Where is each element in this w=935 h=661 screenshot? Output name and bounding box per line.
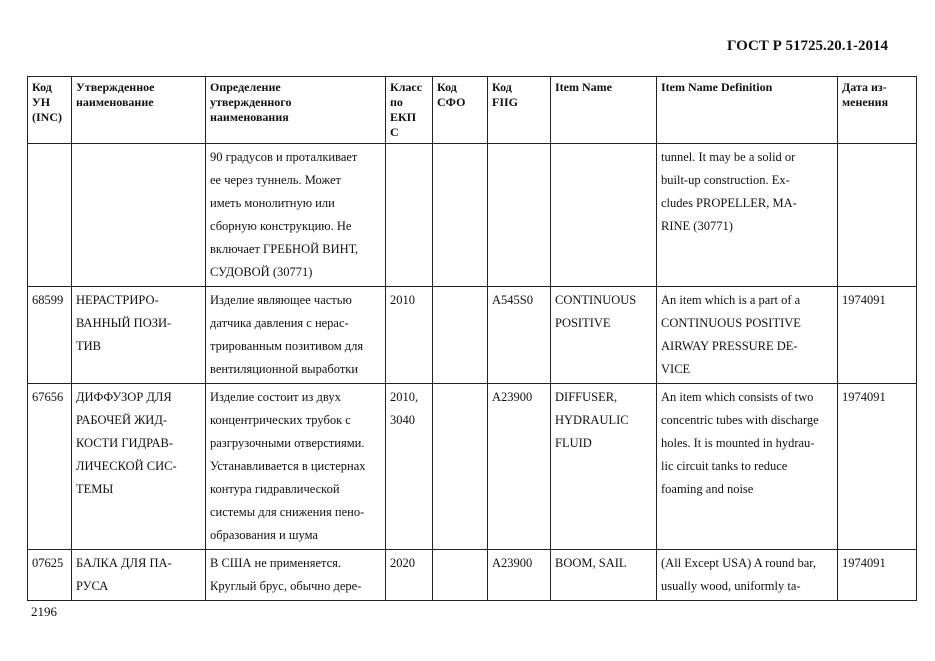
text-line: An item which is a part of a bbox=[661, 293, 801, 307]
text-line: Изделие состоит из двух bbox=[210, 390, 341, 404]
approved-name bbox=[72, 550, 206, 601]
approved-name bbox=[72, 144, 206, 287]
text-line: concentric tubes with discharge bbox=[661, 413, 819, 427]
text-line: Изделие являющее частью bbox=[210, 293, 352, 307]
text-line: foaming and noise bbox=[661, 482, 754, 496]
header-ekps-class bbox=[386, 77, 433, 144]
change-date: 1974091 bbox=[838, 550, 917, 601]
document-code: ГОСТ Р 51725.20.1-2014 bbox=[726, 38, 888, 54]
text-line: DIFFUSER, bbox=[555, 390, 618, 404]
text-line: ДИФФУЗОР ДЛЯ bbox=[76, 390, 172, 404]
table-row bbox=[28, 384, 917, 550]
approved-name bbox=[72, 287, 206, 384]
text-line: РУСА bbox=[76, 579, 109, 593]
text-line: КОСТИ ГИДРАВ- bbox=[76, 436, 173, 450]
header-line: Код bbox=[32, 80, 52, 94]
item-name bbox=[551, 144, 657, 287]
ekps-class bbox=[386, 384, 433, 550]
header-line: Item Name bbox=[555, 80, 612, 94]
text-line: HYDRAULIC bbox=[555, 413, 629, 427]
text-line: концентрических трубок с bbox=[210, 413, 351, 427]
text-line: РАБОЧЕЙ ЖИД- bbox=[76, 413, 168, 427]
text-line: трированным позитивом для bbox=[210, 339, 364, 353]
header-line: менения bbox=[842, 95, 889, 109]
text-line: Круглый брус, обычно дере- bbox=[210, 579, 362, 593]
text-line: В США не применяется. bbox=[210, 556, 342, 570]
text-line: Устанавливается в цистернах bbox=[210, 459, 366, 473]
header-item-name-definition bbox=[657, 77, 838, 144]
header-row bbox=[28, 77, 917, 144]
text-line: CONTINUOUS POSITIVE bbox=[661, 316, 801, 330]
text-line: 2020 bbox=[390, 556, 415, 570]
header-line: по bbox=[390, 95, 403, 109]
text-line: (All Except USA) A round bar, bbox=[661, 556, 817, 570]
table-row bbox=[28, 287, 917, 384]
text-line: ЛИЧЕСКОЙ СИС- bbox=[76, 459, 177, 473]
header-line: УН bbox=[32, 95, 51, 109]
text-line: иметь монолитную или bbox=[210, 196, 335, 210]
text-line: включает ГРЕБНОЙ ВИНТ, bbox=[210, 242, 359, 256]
definition bbox=[206, 144, 386, 287]
text-line: cludes PROPELLER, MA- bbox=[661, 196, 797, 210]
header-line: наименование bbox=[76, 95, 154, 109]
header-line: Класс bbox=[390, 80, 423, 94]
text-line: образования и шума bbox=[210, 528, 318, 542]
item-name bbox=[551, 287, 657, 384]
header-inc bbox=[28, 77, 72, 144]
text-line: An item which consists of two bbox=[661, 390, 814, 404]
text-line: разгрузочными отверстиями. bbox=[210, 436, 365, 450]
ekps-class bbox=[386, 550, 433, 601]
item-name bbox=[551, 550, 657, 601]
header-line: СФО bbox=[437, 95, 466, 109]
inc-code: 67656 bbox=[28, 384, 72, 550]
item-name-definition bbox=[657, 550, 838, 601]
definition bbox=[206, 287, 386, 384]
fiig-code: A23900 bbox=[488, 384, 551, 550]
header-line: Item Name Definition bbox=[661, 80, 773, 94]
text-line: сборную конструкцию. Не bbox=[210, 219, 352, 233]
text-line: VICE bbox=[661, 362, 691, 376]
text-line: RINE (30771) bbox=[661, 219, 733, 233]
header-line: Утвержденное bbox=[76, 80, 155, 94]
text-line: 3040 bbox=[390, 413, 415, 427]
header-sfo-code bbox=[433, 77, 488, 144]
inc-code bbox=[28, 144, 72, 287]
header-fiig-code bbox=[488, 77, 551, 144]
header-line: (INC) bbox=[32, 110, 62, 124]
text-line: БАЛКА ДЛЯ ПА- bbox=[76, 556, 172, 570]
header-definition bbox=[206, 77, 386, 144]
ekps-class bbox=[386, 287, 433, 384]
text-line: lic circuit tanks to reduce bbox=[661, 459, 788, 473]
item-name-definition bbox=[657, 144, 838, 287]
text-line: СУДОВОЙ (30771) bbox=[210, 265, 313, 279]
sfo-code bbox=[433, 384, 488, 550]
text-line: AIRWAY PRESSURE DE- bbox=[661, 339, 798, 353]
sfo-code bbox=[433, 550, 488, 601]
header-item-name bbox=[551, 77, 657, 144]
header-line: ЕКП bbox=[390, 110, 417, 124]
table-row bbox=[28, 144, 917, 287]
header-change-date bbox=[838, 77, 917, 144]
definition bbox=[206, 550, 386, 601]
change-date: 1974091 bbox=[838, 384, 917, 550]
fiig-code bbox=[488, 144, 551, 287]
text-line: POSITIVE bbox=[555, 316, 611, 330]
ekps-class bbox=[386, 144, 433, 287]
text-line: ТИВ bbox=[76, 339, 101, 353]
header-line: Код bbox=[492, 80, 512, 94]
inc-code: 07625 bbox=[28, 550, 72, 601]
item-name bbox=[551, 384, 657, 550]
sfo-code bbox=[433, 287, 488, 384]
text-line: FLUID bbox=[555, 436, 592, 450]
text-line: 2010 bbox=[390, 293, 415, 307]
text-line: holes. It is mounted in hydrau- bbox=[661, 436, 815, 450]
text-line: built-up construction. Ex- bbox=[661, 173, 790, 187]
sfo-code bbox=[433, 144, 488, 287]
approved-name bbox=[72, 384, 206, 550]
text-line: ВАННЫЙ ПОЗИ- bbox=[76, 316, 172, 330]
text-line: НЕРАСТРИРО- bbox=[76, 293, 159, 307]
text-line: tunnel. It may be a solid or bbox=[661, 150, 796, 164]
table-row bbox=[28, 550, 917, 601]
header-line: Определение bbox=[210, 80, 281, 94]
definition bbox=[206, 384, 386, 550]
fiig-code: A23900 bbox=[488, 550, 551, 601]
text-line: датчика давления с нерас- bbox=[210, 316, 349, 330]
text-line: usually wood, uniformly ta- bbox=[661, 579, 801, 593]
text-line: системы для снижения пено- bbox=[210, 505, 365, 519]
inc-code: 68599 bbox=[28, 287, 72, 384]
catalog-table bbox=[27, 76, 917, 601]
text-line: 2010, bbox=[390, 390, 419, 404]
fiig-code: A545S0 bbox=[488, 287, 551, 384]
item-name-definition bbox=[657, 384, 838, 550]
header-approved-name bbox=[72, 77, 206, 144]
change-date bbox=[838, 144, 917, 287]
text-line: BOOM, SAIL bbox=[555, 556, 627, 570]
header-line: Код bbox=[437, 80, 457, 94]
header-line: наименования bbox=[210, 110, 289, 124]
text-line: CONTINUOUS bbox=[555, 293, 637, 307]
header-line: утвержденного bbox=[210, 95, 292, 109]
page-number: 2196 bbox=[31, 604, 57, 619]
text-line: 90 градусов и проталкивает bbox=[210, 150, 358, 164]
change-date: 1974091 bbox=[838, 287, 917, 384]
text-line: ТЕМЫ bbox=[76, 482, 114, 496]
header-line: Дата из- bbox=[842, 80, 887, 94]
header-line: FIIG bbox=[492, 95, 519, 109]
text-line: контура гидравлической bbox=[210, 482, 340, 496]
text-line: вентиляционной выработки bbox=[210, 362, 359, 376]
text-line: ее через туннель. Может bbox=[210, 173, 341, 187]
header-line: С bbox=[390, 125, 399, 139]
item-name-definition bbox=[657, 287, 838, 384]
